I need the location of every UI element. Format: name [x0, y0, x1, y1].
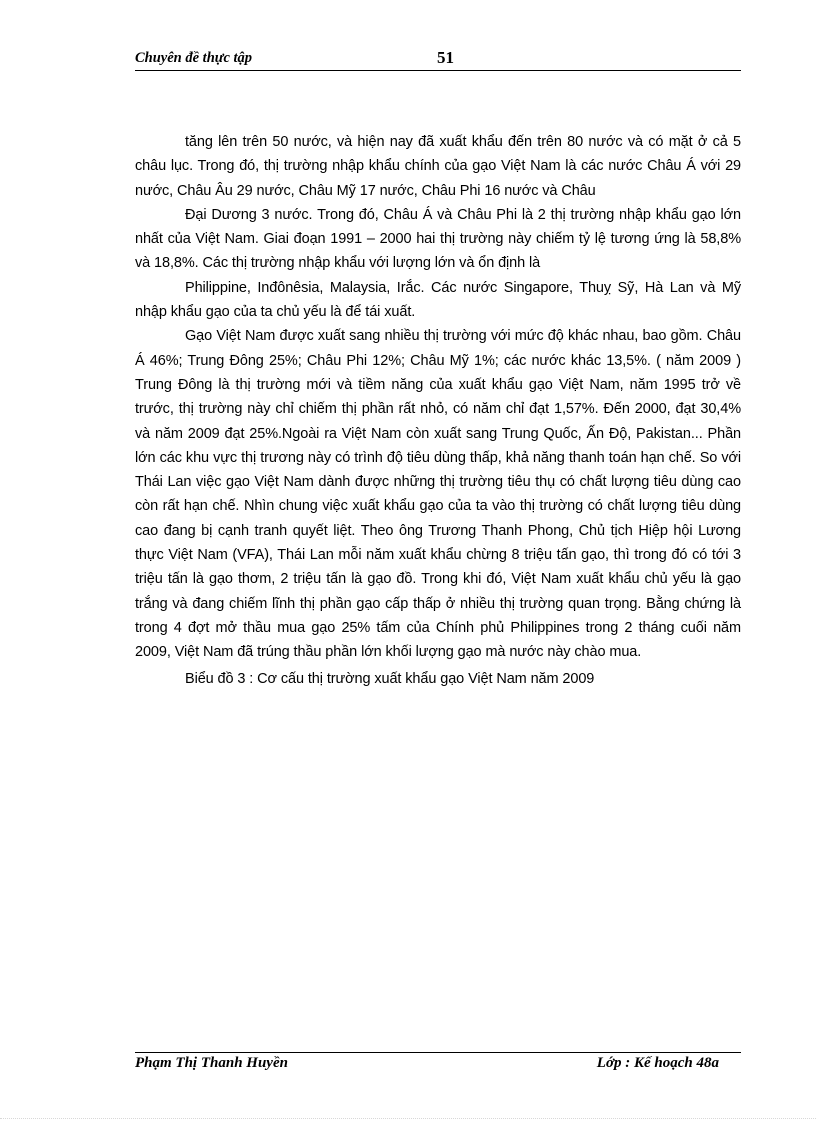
chart-caption: Biểu đồ 3 : Cơ cấu thị trường xuất khẩu gạo Việt Nam năm 2009: [185, 670, 595, 687]
paragraph-4: Gạo Việt Nam được xuất sang nhiều thị trường với mức độ khác nhau, bao gồm. Châu Á 46%; Trung Đông 25%; Châu Phi 12%; Châu Mỹ 1%; các nước khác 13,5%. ( năm 2009 ) Trung Đông là thị trường mới và tiềm năng của xuất khẩu gạo Việt Nam, năm 1995 trở về trước, thị trường này chỉ chiếm thị phần rất nhỏ, có năm chỉ đạt 1,57%. Đến 2000, đạt 30,4% và năm 2009 đạt 25%.Ngoài ra Việt Nam còn xuất sang Trung Quốc, Ấn Độ, Pakistan... Phần lớn các khu vực thị trương này có trình độ tiêu dùng thấp, khả năng thanh toán hạn chế. So với Thái Lan việc gạo Việt Nam dành được những thị trường tiêu thụ có chất lượng tiêu dùng cao còn rất hạn chế. Nhìn chung việc xuất khẩu gạo của ta vào thị trường có chất lượng tiêu dùng cao đang bị cạnh tranh quyết liệt. Theo ông Trương Thanh Phong, Chủ tịch Hiệp hội Lương thực Việt Nam (VFA), Thái Lan mỗi năm xuất khẩu chừng 8 triệu tấn gạo, thì trong đó có tới 3 triệu tấn là gạo thơm, 2 triệu tấn là gạo đồ. Trong khi đó, Việt Nam xuất khẩu chủ yếu là gạo trắng và đang chiếm lĩnh thị phần gạo cấp thấp ở nhiều thị trường quan trọng. Bằng chứng là trong 4 đợt mở thầu mua gạo 25% tấm của Chính phủ Philippines trong 2 tháng cuối năm 2009, Việt Nam đã trúng thầu phần lớn khối lượng gạo mà nước này chào mua.: [135, 328, 741, 661]
footer-author: Phạm Thị Thanh Huyền: [135, 1055, 288, 1071]
page-number: 51: [437, 48, 454, 67]
paragraph-1: tăng lên trên 50 nước, và hiện nay đã xuất khẩu đến trên 80 nước và có mặt ở cả 5 châu lục. Trong đó, thị trường nhập khẩu chính của gạo Việt Nam là các nước Châu Á với 29 nước, Châu Âu 29 nước, Châu Mỹ 17 nước, Châu Phi 16 nước và Châu: [135, 134, 741, 199]
paragraph-2: Đại Dương 3 nước. Trong đó, Châu Á và Châu Phi là 2 thị trường nhập khẩu gạo lớn nhất của Việt Nam. Giai đoạn 1991 – 2000 hai thị trường này chiếm tỷ lệ tương ứng là 58,8% và 18,8%. Các thị trường nhập khẩu với lượng lớn và ổn định là: [135, 206, 741, 272]
body-text: [135, 130, 741, 691]
page-header: [135, 48, 741, 71]
header-title: Chuyên đề thực tập: [135, 50, 253, 66]
footer-class: Lớp : Kế hoạch 48a: [596, 1055, 719, 1071]
page-edge-divider: [0, 1118, 816, 1119]
page-footer: [135, 1052, 741, 1083]
paragraph-3: Philippine, Inđônêsia, Malaysia, Irắc. Các nước Singapore, Thuỵ Sỹ, Hà Lan và Mỹ nhập khẩu gạo của ta chủ yếu là để tái xuất.: [135, 279, 741, 321]
